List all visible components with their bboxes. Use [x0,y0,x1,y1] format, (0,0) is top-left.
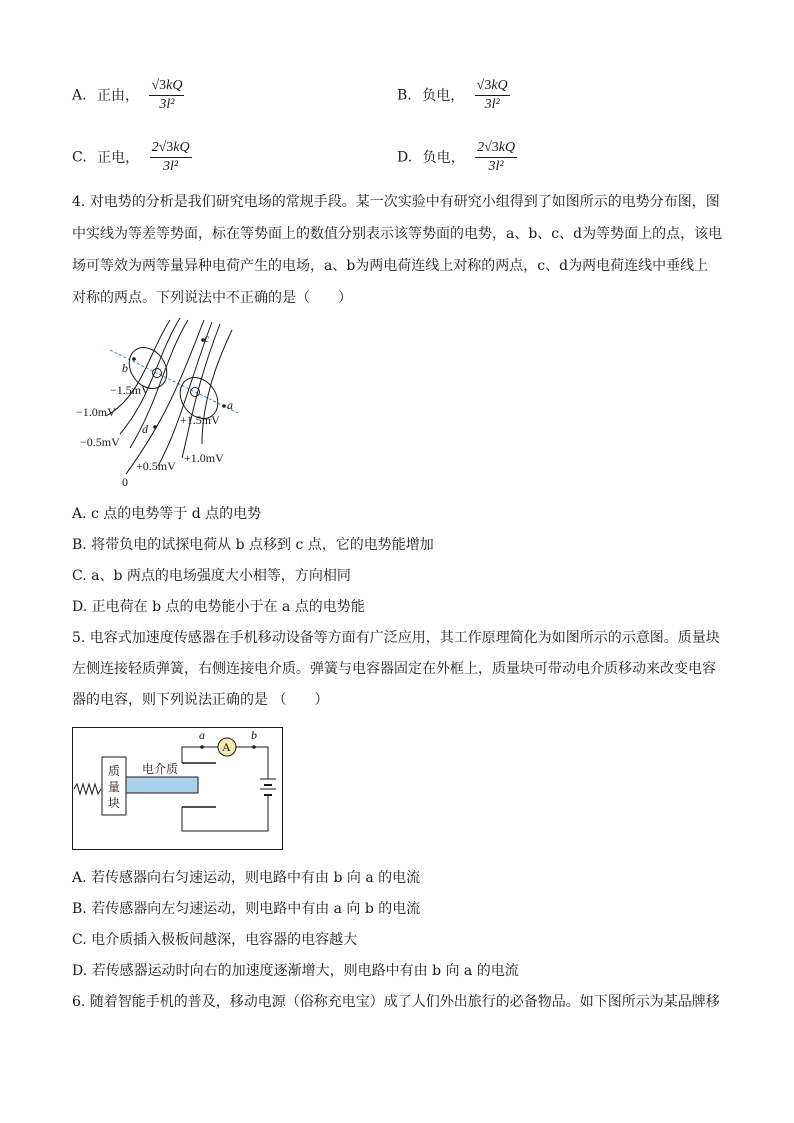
option-label: A. [72,87,87,104]
q4-option-c: C. a、b 两点的电场强度大小相等，方向相同 [72,568,351,584]
label-b: b [251,728,257,742]
q5-stem-line-1: 5. 电容式加速度传感器在手机移动设备等方面有广泛应用，其工作原理简化为如图所示的示意图。质量块 [72,630,720,646]
q4-stem-line-4: 对称的两点。下列说法中不正确的是（ ） [72,290,352,306]
q4-stem-line-3: 场可等效为两等量异种电荷产生的电场，a、b为两电荷连线上对称的两点，c、d为两电荷连线中垂线上 [72,258,709,274]
label-neg15: −1.5mV [110,383,150,397]
option-label: B. [397,87,412,104]
label-b: b [122,361,128,375]
mass-label-3: 块 [108,796,121,810]
label-pos15: +1.5mV [180,413,220,427]
option-text: 负电， [422,149,465,166]
q5-stem-line-3: 器的电容，则下列说法正确的是 （ ） [72,692,329,708]
q5-option-c: C. 电介质插入极板间越深，电容器的电容越大 [72,932,358,948]
label-a: a [227,398,233,412]
mass-label-1: 质 [108,764,121,778]
equipotential-figure [72,316,262,488]
q5-option-b: B. 若传感器向左匀速运动，则电路中有由 a 向 b 的电流 [72,901,421,917]
fraction: $\frac{√3kQ}{\text{3l²}}$ [476,78,508,112]
label-c: c [204,331,210,345]
fraction: $\frac{√3kQ}{\text{3l²}}$ [151,78,183,112]
capacitor-sensor-figure [72,727,284,851]
fraction: $\frac{2√3kQ}{\text{3l²}}$ [151,140,190,174]
label-neg10: −1.0mV [76,405,116,419]
label-d: d [142,422,148,436]
q3-option-a [72,78,184,113]
q4-stem-line-1: 4. 对电势的分析是我们研究电场的常规手段。某一次实验中有研究小组得到了如图所示的电势分布图，图 [72,194,720,210]
option-text: 负电， [422,87,465,104]
q5-stem-line-2: 左侧连接轻质弹簧，右侧连接电介质。弹簧与电容器固定在外框上，质量块可带动电介质移动来改变电容 [72,661,716,677]
label-pos05: +0.5mV [136,459,176,473]
option-text: 正由， [97,87,140,104]
label-neg05: −0.5mV [80,435,120,449]
fraction: $\frac{2√3kQ}{\text{3l²}}$ [477,140,516,174]
option-text: 正电， [97,149,140,166]
q4-stem-line-2: 中实线为等差等势面，标在等势面上的数值分别表示该等势面的电势，a、b、c、d为等势面上的点，该电 [72,226,723,242]
option-label: D. [397,149,413,166]
q4-option-d: D. 正电荷在 b 点的电势能小于在 a 点的电势能 [72,599,365,615]
mass-label-2: 量 [108,780,121,794]
q3-option-b [397,78,510,113]
q5-option-a: A. 若传感器向右匀速运动，则电路中有由 b 向 a 的电流 [72,870,421,886]
q6-stem-line-1: 6. 随着智能手机的普及，移动电源（俗称充电宝）成了人们外出旅行的必备物品。如下图所示为某品牌移 [72,994,720,1010]
dielectric-label: 电介质 [142,762,179,776]
option-label: C. [72,149,87,166]
q3-option-c [72,140,192,175]
q3-option-d [397,140,517,175]
label-a: a [199,728,205,742]
q4-option-b: B. 将带负电的试探电荷从 b 点移到 c 点，它的电势能增加 [72,537,434,553]
ammeter-label: A [222,740,231,754]
q5-option-d: D. 若传感器运动时向右的加速度逐渐增大，则电路中有由 b 向 a 的电流 [72,963,519,979]
label-pos10: +1.0mV [184,451,224,465]
label-zero: 0 [122,475,128,488]
q4-option-a: A. c 点的电势等于 d 点的电势 [72,506,262,522]
